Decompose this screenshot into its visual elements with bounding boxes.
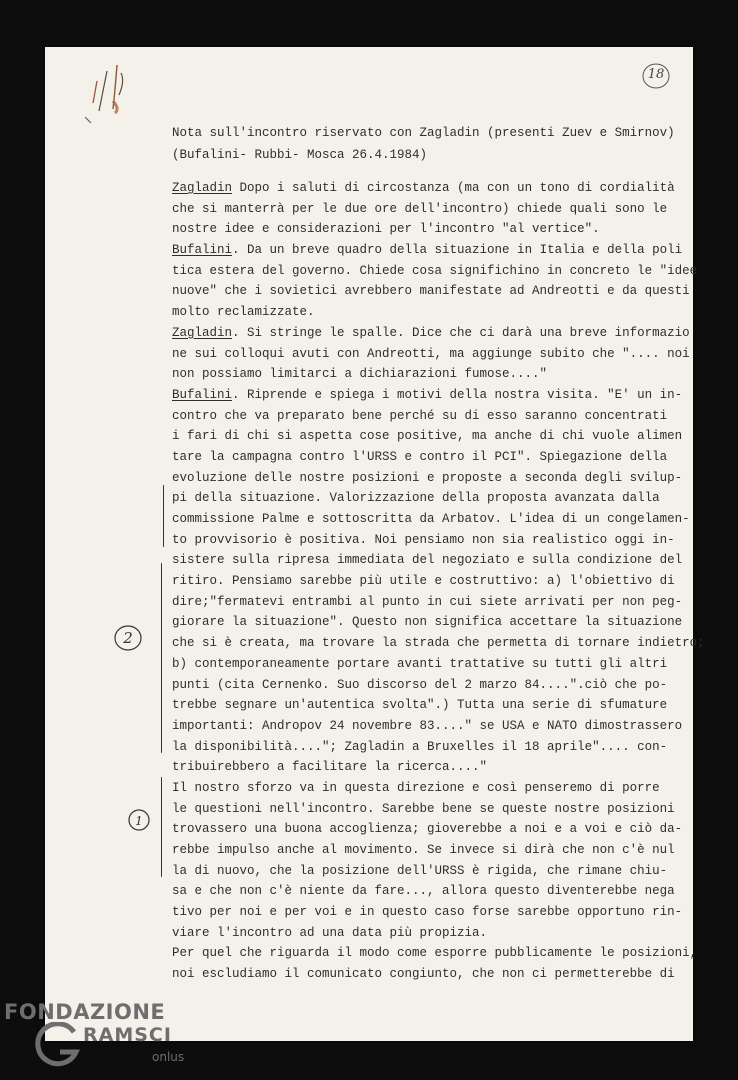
line-text: la di nuovo, che la posizione dell'URSS è rigida, che rimane chiu- [172,863,668,878]
margin-mark-1-label: 1 [135,814,143,828]
line-text: giorare la situazione". Questo non significa accettare la situazione [172,615,683,630]
line-text: nostre idee e considerazioni per l'incontro "al vertice". [172,222,600,237]
line-text: non possiamo limitarci a dichiarazioni fumose...." [172,367,548,382]
text-line [172,964,687,985]
line-text: trovassero una buona accoglienza; gioverebbe a noi e a voi e ciò da- [172,822,683,837]
watermark-line-1: FONDAZIONE [4,1000,166,1024]
line-text: evoluzione delle nostre posizioni e proposte a seconda degli svilup- [172,470,683,485]
line-text: Il nostro sforzo va in questa direzione e così penseremo di porre [172,780,660,795]
text-line [172,406,687,427]
margin-mark-1 [127,807,153,837]
document-body [172,178,705,985]
watermark-line-2: RAMSCI [83,1024,172,1046]
document-page [45,47,705,1041]
text-line [172,778,687,799]
gramsci-g-icon [34,1022,82,1070]
line-text: Per quel che riguarda il modo come esporre pubblicamente le posizioni, [172,946,698,961]
text-line [172,550,687,571]
text-line [172,943,698,964]
title-line-2: (Bufalini- Rubbi- Mosca 26.4.1984) [172,147,428,162]
speaker-name: Bufalini [172,387,233,402]
text-line [172,261,698,282]
line-text: to provvisorio è positiva. Noi pensiamo non sia realistico oggi in- [172,532,675,547]
text-line [172,840,687,861]
line-text: che si è creata, ma trovare la strada che permetta di tornare indietro; [172,636,705,651]
title-line-1: Nota sull'incontro riservato con Zagladin (presenti Zuev e Smirnov) [172,126,675,140]
line-text: ne sui colloqui avuti con Andreotti, ma aggiunge subito che ".... noi [172,346,690,361]
text-line [172,571,687,592]
line-text: . Si stringe le spalle. Dice che ci darà una breve informazio [232,325,690,340]
text-line [172,654,687,675]
text-line [172,488,687,509]
margin-line-middle [161,563,162,753]
text-line [172,633,705,654]
speaker-name: Zagladin [172,181,233,195]
text-line [172,902,687,923]
text-line [172,861,687,882]
text-line [172,799,687,820]
text-line [172,468,687,489]
line-text: trebbe segnare un'autentica svolta".) Tutta una serie di sfumature [172,698,668,713]
text-line [172,612,687,633]
line-text: commissione Palme e sottoscritta da Arbatov. L'idea di un congelamen- [172,512,690,526]
line-text: ritiro. Pensiamo sarebbe più utile e costruttivo: a) l'obiettivo di [172,574,675,589]
line-text: . Da un breve quadro della situazione in Italia e della poli [232,243,683,258]
line-text: dire;"fermatevi entrambi al punto in cui siete arrivati per non peg- [172,594,683,609]
speaker-name: Bufalini [172,243,233,258]
text-line [172,323,690,344]
line-text: i fari di chi si aspetta cose positive, ma anche di chi vuole alimen [172,429,683,444]
line-text: molto reclamizzate. [172,305,315,320]
line-text: pi della situazione. Valorizzazione della proposta avanzata dalla [172,491,660,506]
line-text: . Riprende e spiega i motivi della nostra visita. "E' un in- [232,387,683,402]
text-line [172,240,687,261]
line-text: che si manterrà per le due ore dell'incontro) chiede quali sono le [172,201,668,216]
text-line [172,757,687,778]
text-line [172,716,687,737]
line-text: b) contemporaneamente portare avanti trattative su tutti gli altri [172,656,668,671]
line-text: tribuirebbero a facilitare la ricerca...." [172,760,488,775]
line-text: contro che va preparato bene perché su di esso saranno concentrati [172,408,668,423]
speaker-name: Zagladin [172,325,233,340]
text-line [172,199,687,220]
line-text: sa e che non c'è niente da fare..., allora questo diventerebbe nega [172,884,675,899]
margin-mark-2 [113,623,145,657]
text-line [172,364,687,385]
watermark-logo [4,998,204,1078]
text-line [172,426,687,447]
line-text: sistere sulla ripresa immediata del negoziato e sulla condizione del [172,553,683,568]
text-line [172,178,687,199]
text-line [172,509,690,530]
document-title [172,123,682,166]
line-text: punti (cita Cernenko. Suo discorso del 2 marzo 84....".ciò che po- [172,677,668,692]
text-line [172,675,687,696]
line-text: le questioni nell'incontro. Sarebbe bene se queste nostre posizioni [172,801,675,816]
text-line [172,695,687,716]
watermark-line-3: onlus [152,1050,185,1064]
line-text: tivo per noi e per voi e in questo caso forse sarebbe opportuno rin- [172,905,683,920]
line-text: rebbe impulso anche al movimento. Se invece si dirà che non c'è nul [172,843,675,857]
line-text: viare l'incontro ad una data più propizia. [172,925,488,940]
text-line [172,302,687,323]
page-number-circled [641,61,671,91]
line-text: Dopo i saluti di circostanza (ma con un tono di cordialità [232,181,675,195]
margin-mark-2-label: 2 [123,629,133,647]
text-line [172,592,687,613]
text-line [172,530,687,551]
text-line [172,385,687,406]
text-line [172,219,687,240]
margin-line-bottom [161,777,162,877]
line-text: importanti: Andropov 24 novembre 83...." se USA e NATO dimostrassero [172,718,683,733]
handwritten-marks [85,51,145,131]
line-text: tare la campagna contro l'URSS e contro il PCI". Spiegazione della [172,449,668,464]
text-line [172,281,690,302]
line-text: tica estera del governo. Chiede cosa significhino in concreto le "idee [172,263,698,278]
margin-line-top [163,485,164,547]
page-number: 18 [647,67,665,82]
text-line [172,737,687,758]
text-line [172,923,687,944]
line-text: nuove" che i sovietici avrebbero manifestate ad Andreotti e da questi [172,284,690,299]
text-line [172,447,687,468]
text-line [172,344,690,365]
text-line [172,881,687,902]
line-text: noi escludiamo il comunicato congiunto, che non ci permetterebbe di [172,967,675,982]
line-text: la disponibilità...."; Zagladin a Bruxelles il 18 aprile".... con- [172,739,668,754]
text-line [172,819,687,840]
